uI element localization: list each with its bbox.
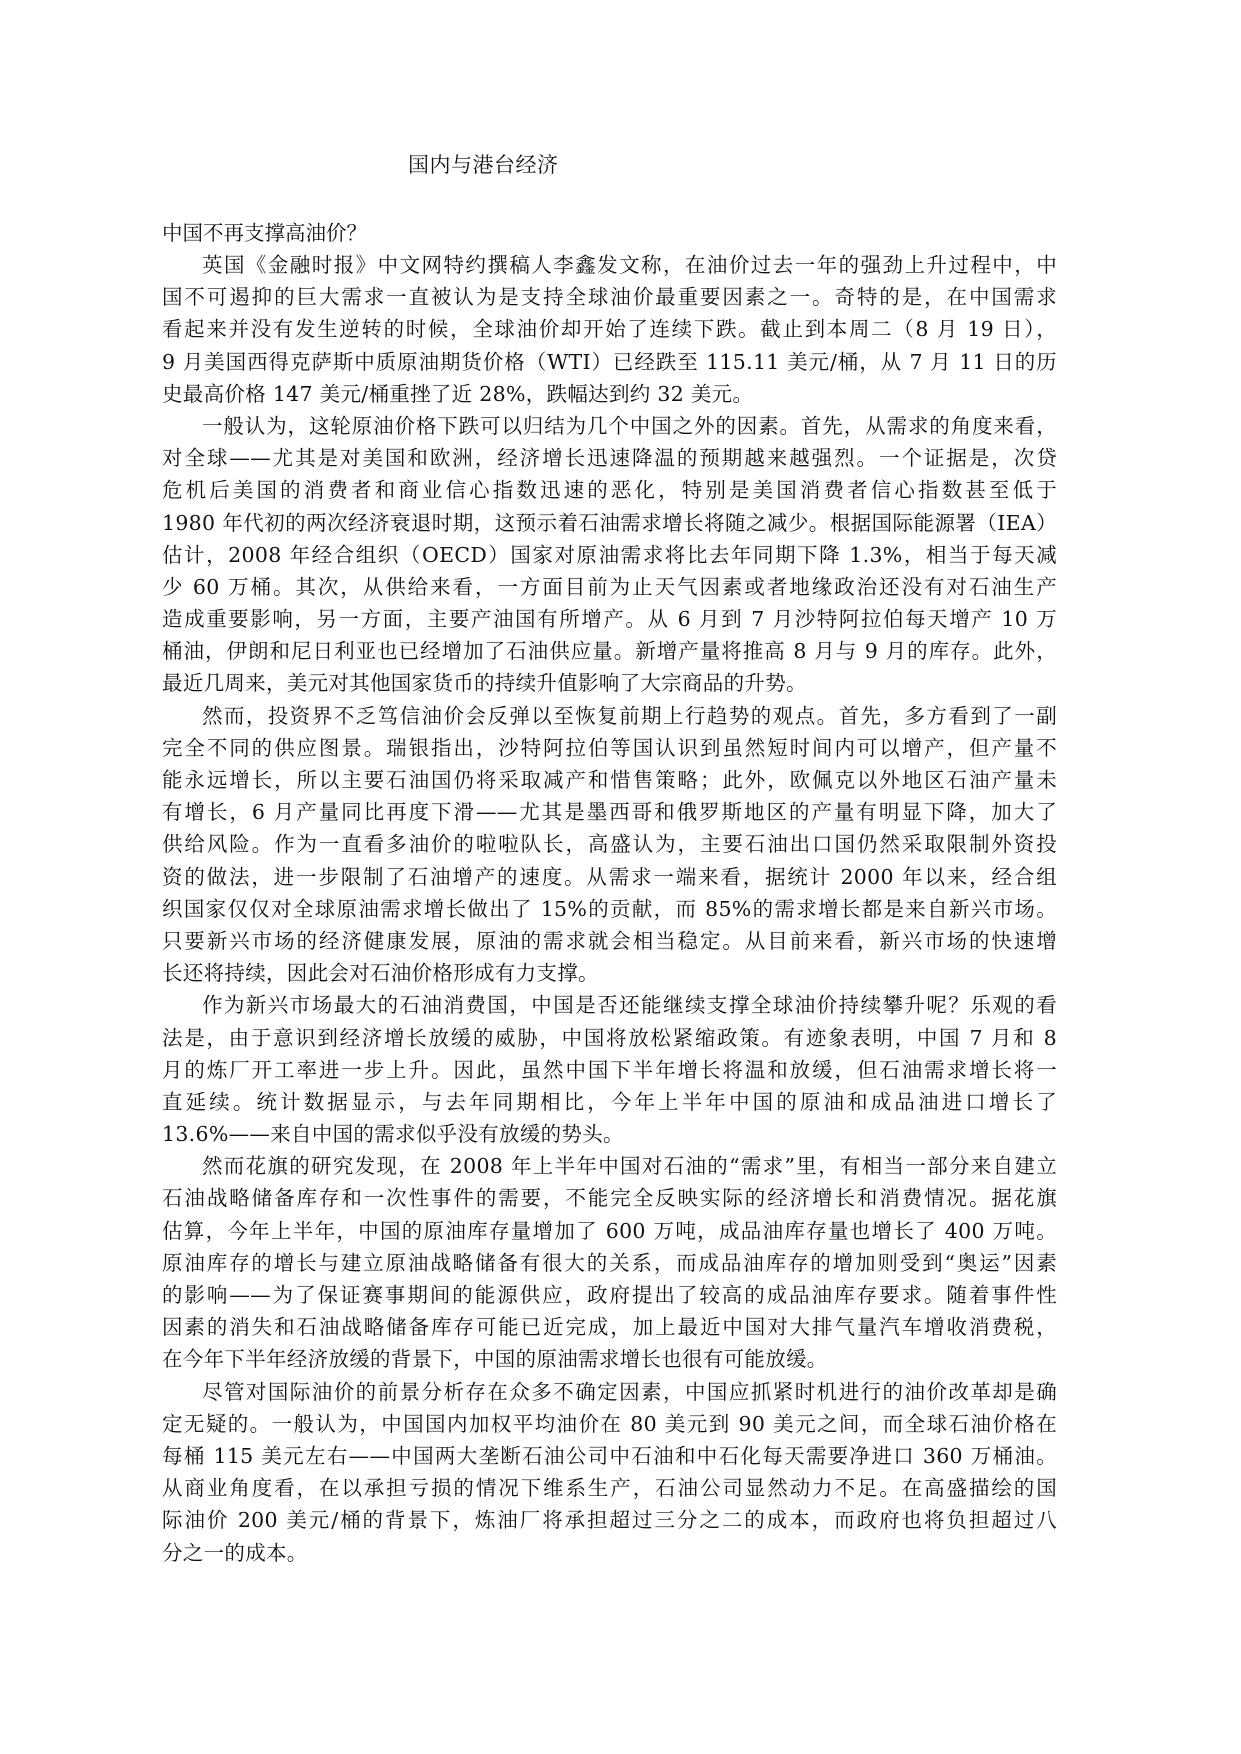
paragraph-line: 月的炼厂开工率进一步上升。因此，虽然中国下半年增长将温和放缓，但石油需求增长将一 [162, 1057, 1057, 1082]
paragraph-line: 资的做法，进一步限制了石油增产的速度。从需求一端来看，据统计 2000 年以来，经合组 [162, 864, 1057, 889]
paragraph-line: 国不可遏抑的巨大需求一直被认为是支持全球油价最重要因素之一。奇特的是，在中国需求 [162, 285, 1057, 310]
article-paragraph [162, 410, 1057, 700]
paragraph-line: 从商业角度看，在以承担亏损的情况下维系生产，石油公司显然动力不足。在高盛描绘的国 [162, 1476, 1057, 1501]
paragraph-line: 尽管对国际油价的前景分析存在众多不确定因素，中国应抓紧时机进行的油价改革却是确 [202, 1379, 1057, 1404]
paragraph-line: 一般认为，这轮原油价格下跌可以归结为几个中国之外的因素。首先，从需求的角度来看， [202, 413, 1057, 438]
paragraph-line: 石油战略储备库存和一次性事件的需要，不能完全反映实际的经济增长和消费情况。据花旗 [162, 1186, 1057, 1211]
paragraph-line: 在今年下半年经济放缓的背景下，中国的原油需求增长也很有可能放缓。 [162, 1347, 828, 1372]
paragraph-line: 的影响——为了保证赛事期间的能源供应，政府提出了较高的成品油库存要求。随着事件性 [162, 1283, 1057, 1307]
paragraph-line: 史最高价格 147 美元/桶重挫了近 28%，跌幅达到约 32 美元。 [162, 381, 754, 406]
paragraph-line: 长还将持续，因此会对石油价格形成有力支撑。 [162, 961, 599, 986]
paragraph-line: 对全球——尤其是对美国和欧洲，经济增长迅速降温的预期越来越强烈。一个证据是，次贷 [162, 446, 1057, 471]
paragraph-line: 供给风险。作为一直看多油价的啦啦队长，高盛认为，主要石油出口国仍然采取限制外资投 [162, 832, 1057, 857]
paragraph-line: 原油库存的增长与建立原油战略储备有很大的关系，而成品油库存的增加则受到“奥运”因素 [162, 1250, 1057, 1275]
paragraph-line: 英国《金融时报》中文网特约撰稿人李鑫发文称，在油价过去一年的强劲上升过程中，中 [202, 253, 1057, 277]
paragraph-line: 桶油，伊朗和尼日利亚也已经增加了石油供应量。新增产量将推高 8 月与 9 月的库存。此外， [162, 639, 1057, 664]
article-paragraph [162, 249, 1057, 410]
paragraph-line: 分之一的成本。 [162, 1540, 308, 1565]
paragraph-line: 13.6%——来自中国的需求似乎没有放缓的势头。 [162, 1122, 624, 1147]
article-paragraph [162, 1150, 1057, 1375]
paragraph-line: 织国家仅仅对全球原油需求增长做出了 15%的贡献，而 85%的需求增长都是来自新兴市场。 [162, 896, 1057, 921]
paragraph-line: 只要新兴市场的经济健康发展，原油的需求就会相当稳定。从目前来看，新兴市场的快速增 [162, 928, 1057, 953]
paragraph-line: 危机后美国的消费者和商业信心指数迅速的恶化，特别是美国消费者信心指数甚至低于 [162, 478, 1057, 503]
article-body [162, 249, 1057, 1569]
paragraph-line: 然而，投资界不乏笃信油价会反弹以至恢复前期上行趋势的观点。首先，多方看到了一副 [202, 703, 1057, 728]
paragraph-line: 估算，今年上半年，中国的原油库存量增加了 600 万吨，成品油库存量也增长了 400 万吨。 [162, 1218, 1057, 1243]
paragraph-line: 定无疑的。一般认为，中国国内加权平均油价在 80 美元到 90 美元之间，而全球石油价格在 [162, 1411, 1057, 1436]
article-paragraph [162, 989, 1057, 1150]
paragraph-line: 看起来并没有发生逆转的时候，全球油价却开始了连续下跌。截止到本周二（8 月 19 日）， [162, 317, 1057, 342]
paragraph-line: 法是，由于意识到经济增长放缓的威胁，中国将放松紧缩政策。有迹象表明，中国 7 月和 8 [162, 1025, 1057, 1050]
paragraph-line: 少 60 万桶。其次，从供给来看，一方面目前为止天气因素或者地缘政治还没有对石油生产 [162, 574, 1057, 599]
paragraph-line: 每桶 115 美元左右——中国两大垄断石油公司中石油和中石化每天需要净进口 360 万桶油。 [162, 1443, 1057, 1468]
paragraph-line: 能永远增长，所以主要石油国仍将采取减产和惜售策略；此外，欧佩克以外地区石油产量未 [162, 768, 1057, 792]
article-paragraph [162, 1376, 1057, 1569]
paragraph-line: 最近几周来，美元对其他国家货币的持续升值影响了大宗商品的升势。 [162, 671, 807, 696]
paragraph-line: 估计，2008 年经合组织（OECD）国家对原油需求将比去年同期下降 1.3%，相当于每天减 [162, 542, 1057, 567]
article [162, 217, 1057, 1569]
paragraph-line: 作为新兴市场最大的石油消费国，中国是否还能继续支撑全球油价持续攀升呢？乐观的看 [202, 993, 1057, 1018]
paragraph-line: 因素的消失和石油战略储备库存可能已近完成，加上最近中国对大排气量汽车增收消费税， [162, 1315, 1057, 1340]
paragraph-line: 直延续。统计数据显示，与去年同期相比，今年上半年中国的原油和成品油进口增长了 [162, 1089, 1057, 1114]
paragraph-line: 9 月美国西得克萨斯中质原油期货价格（WTI）已经跌至 115.11 美元/桶，从 7 月 11 日的历 [162, 349, 1057, 374]
paragraph-line: 完全不同的供应图景。瑞银指出，沙特阿拉伯等国认识到虽然短时间内可以增产，但产量不 [162, 735, 1057, 760]
paragraph-line: 然而花旗的研究发现，在 2008 年上半年中国对石油的“需求”里，有相当一部分来自建立 [202, 1154, 1057, 1179]
paragraph-line: 际油价 200 美元/桶的背景下，炼油厂将承担超过三分之二的成本，而政府也将负担超过八 [162, 1508, 1057, 1533]
article-paragraph [162, 700, 1057, 990]
paragraph-line: 造成重要影响，另一方面，主要产油国有所增产。从 6 月到 7 月沙特阿拉伯每天增产 10 万 [162, 607, 1057, 632]
paragraph-line: 1980 年代初的两次经济衰退时期，这预示着石油需求增长将随之减少。根据国际能源署（IEA） [162, 510, 1057, 535]
paragraph-line: 有增长，6 月产量同比再度下滑——尤其是墨西哥和俄罗斯地区的产量有明显下降，加大了 [162, 800, 1057, 825]
section-header: 国内与港台经济 [408, 153, 559, 177]
article-title: 中国不再支撑高油价？ [162, 221, 367, 245]
